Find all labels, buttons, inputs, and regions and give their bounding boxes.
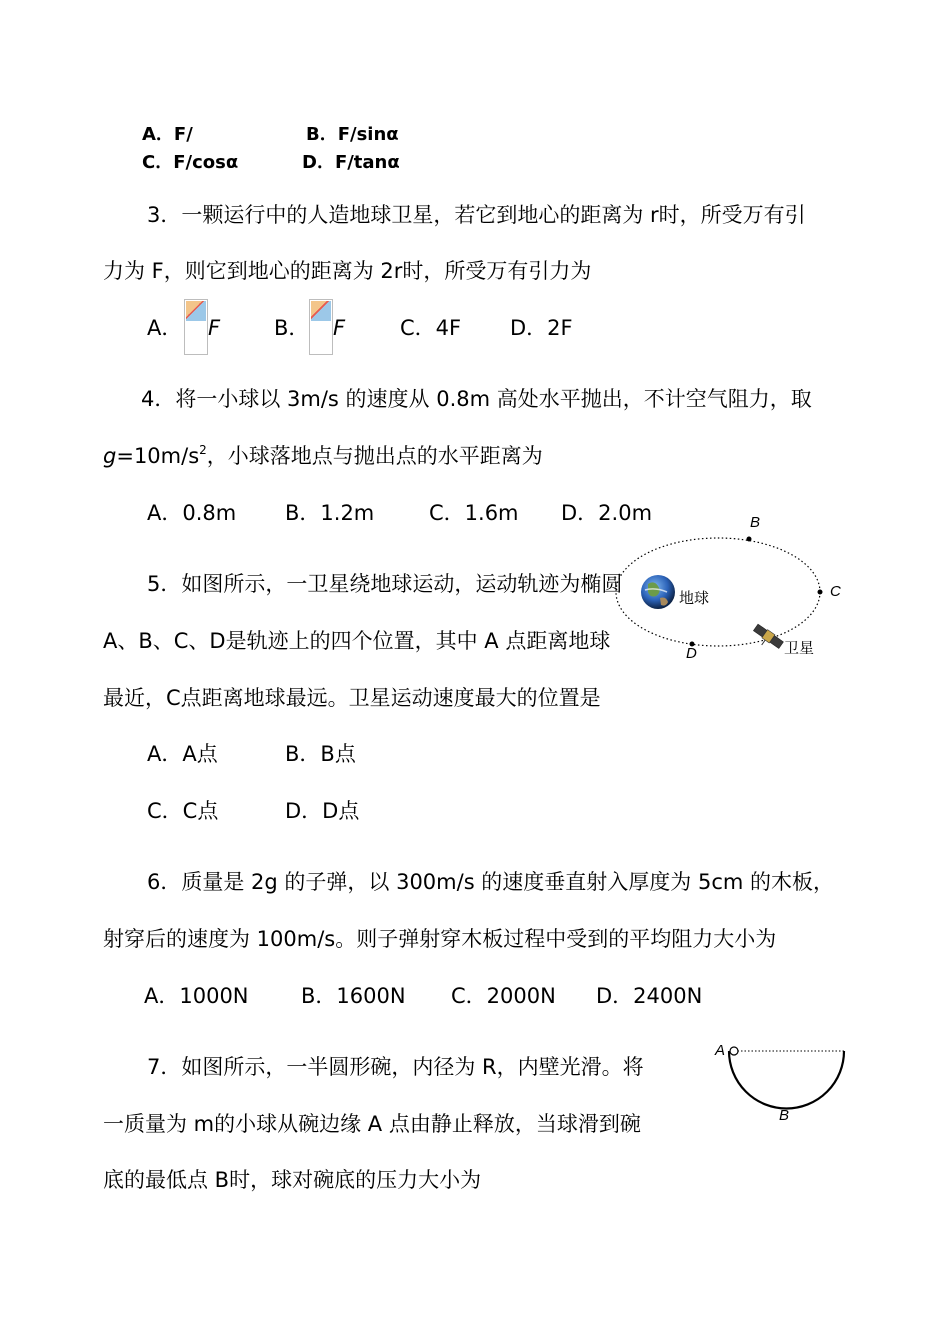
orbit-label-earth: 地球 (679, 589, 710, 607)
q6-line2: 射穿后的速度为 100m/s。则子弹射穿木板过程中受到的平均阻力大小为 (103, 927, 777, 951)
q4-option-c: C．1.6m (429, 501, 519, 525)
satellite-icon (749, 623, 784, 654)
q3-line2: 力为 F，则它到地心的距离为 2r时，所受万有引力为 (103, 259, 592, 283)
q2-option-d: D．F/tanα (302, 152, 400, 173)
q6-option-d: D．2400N (596, 984, 703, 1008)
q3-option-c: C．4F (400, 316, 462, 340)
q3-option-a: A． (147, 316, 183, 340)
q3-option-a-fraction-image (184, 299, 208, 355)
q4-line1: 4．将一小球以 3m/s 的速度从 0.8m 高处水平抛出，不计空气阻力，取 (141, 387, 812, 411)
q4-option-a: A．0.8m (147, 501, 237, 525)
bowl-label-b: B (779, 1107, 790, 1124)
q4-value: =10m/s (116, 444, 200, 468)
q4-rest: ，小球落地点与抛出点的水平距离为 (206, 444, 543, 468)
orbit-label-d: D (686, 645, 697, 662)
earth-icon (641, 575, 675, 609)
point-c-dot (818, 590, 823, 595)
point-b-dot (747, 537, 752, 542)
q5-line2: A、B、C、D是轨迹上的四个位置，其中 A 点距离地球 (103, 629, 611, 653)
q2-option-c: C．F/cosα (142, 152, 239, 173)
bowl-arc (729, 1051, 844, 1108)
q3-option-b-f: F (333, 316, 346, 340)
q6-option-b: B．1600N (301, 984, 406, 1008)
orbit-figure (600, 510, 860, 670)
q2-option-a: A．F/ (142, 124, 193, 145)
q5-option-d: D．D点 (285, 799, 360, 823)
q3-option-b-fraction-image (309, 299, 333, 355)
orbit-label-satellite: 卫星 (784, 639, 815, 657)
q5-option-c: C．C点 (147, 799, 219, 823)
q5-line3: 最近，C点距离地球最远。卫星运动速度最大的位置是 (103, 686, 601, 710)
ball-icon (730, 1047, 738, 1055)
bowl-label-a: A (715, 1042, 726, 1059)
q4-option-b: B．1.2m (285, 501, 375, 525)
q7-line3: 底的最低点 B时，球对碗底的压力大小为 (103, 1168, 482, 1192)
q3-option-b: B． (274, 316, 310, 340)
q2-option-b: B．F/sinα (306, 124, 399, 145)
q3-line1: 3．一颗运行中的人造地球卫星，若它到地心的距离为 r时，所受万有引 (147, 203, 806, 227)
q4-line2 (103, 442, 543, 470)
q5-option-b: B．B点 (285, 742, 356, 766)
q6-line1: 6．质量是 2g 的子弹，以 300m/s 的速度垂直射入厚度为 5cm 的木板， (147, 870, 835, 894)
q7-line2: 一质量为 m的小球从碗边缘 A 点由静止释放，当球滑到碗 (103, 1112, 641, 1136)
q3-option-d: D．2F (510, 316, 573, 340)
orbit-label-b: B (750, 514, 761, 531)
q3-option-a-f: F (208, 316, 221, 340)
q6-option-a: A．1000N (144, 984, 249, 1008)
q6-option-c: C．2000N (451, 984, 556, 1008)
q4-g: g (103, 444, 117, 468)
orbit-label-c: C (830, 583, 841, 600)
q5-line1: 5．如图所示，一卫星绕地球运动，运动轨迹为椭圆 (147, 572, 623, 596)
q5-option-a: A．A点 (147, 742, 218, 766)
q7-line1: 7．如图所示，一半圆形碗，内径为 R，内壁光滑。将 (147, 1055, 644, 1079)
q4-sup: 2 (199, 443, 207, 457)
q4-option-d: D．2.0m (561, 501, 653, 525)
